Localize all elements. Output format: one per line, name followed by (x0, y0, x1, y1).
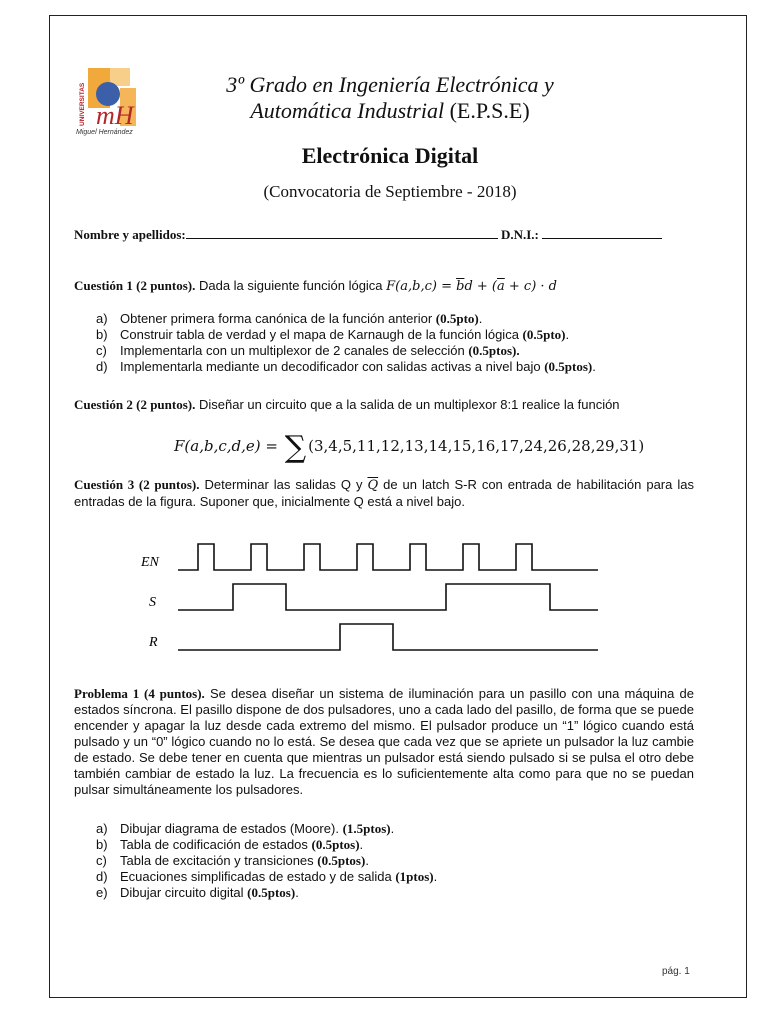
question-3 (74, 477, 694, 510)
item-text: Dibujar circuito digital (120, 885, 248, 900)
list-item (96, 869, 696, 885)
q3-heading: Cuestión 3 (2 puntos). (74, 477, 200, 492)
degree-title-italic: Automática Industrial (250, 98, 445, 123)
list-item (96, 359, 696, 375)
q2-eq-minterms: (3,4,5,11,12,13,14,15,16,17,24,26,28,29,31) (308, 437, 645, 455)
item-points: (0.5pto) (435, 311, 479, 326)
list-item (96, 343, 696, 359)
item-mark: b) (96, 327, 108, 342)
q2-equation (174, 430, 644, 465)
timing-diagram (136, 532, 606, 656)
item-end: . (365, 853, 369, 868)
item-points: (0.5ptos) (317, 853, 366, 868)
item-mark: a) (96, 311, 108, 326)
question-2 (74, 397, 694, 413)
list-item (96, 821, 696, 837)
list-item (96, 311, 696, 327)
p1-items (96, 821, 696, 901)
item-mark: b) (96, 837, 108, 852)
item-end: . (390, 821, 395, 836)
item-mark: d) (96, 869, 108, 884)
item-points: (0.5ptos) (311, 837, 360, 852)
q3-text-1: Determinar las salidas Q y (199, 477, 368, 492)
q3-qbar: $\overline{Q}$ (367, 478, 379, 493)
item-end: . (433, 869, 438, 884)
dni-label: D.N.I.: (500, 227, 539, 242)
logo-vertical-text: UNIVERSITAS (79, 82, 86, 126)
q2-heading: Cuestión 2 (2 puntos). (74, 397, 196, 412)
item-text: Obtener primera forma canónica de la función anterior (120, 311, 436, 326)
item-text: Tabla de codificación de estados (120, 837, 312, 852)
course-title: Electrónica Digital (301, 143, 479, 168)
list-item (96, 853, 696, 869)
item-points: (1ptos) (395, 869, 434, 884)
q1-items (96, 311, 696, 375)
item-points: (0.5pto) (522, 327, 566, 342)
item-end: . (359, 837, 364, 852)
item-text: Construir tabla de verdad y el mapa de Karnaugh de la función lógica (120, 327, 523, 342)
item-end: . (478, 311, 483, 326)
degree-title-line2 (150, 98, 630, 124)
logo-letters: mH (96, 101, 134, 130)
list-item (96, 837, 696, 853)
q3-text-2: de un latch S-R con entrada de habilitación para las entradas de la figura. Suponer que, inicialmente Q está a nivel bajo. (74, 477, 694, 509)
degree-title-school: (E.P.S.E) (444, 98, 530, 123)
item-mark: e) (96, 885, 108, 900)
sum-symbol: ∑ (284, 430, 307, 465)
q1-formula-rest: + c) · d (504, 279, 557, 294)
q1-formula (386, 279, 557, 294)
item-text: Implementarla con un multiplexor de 2 canales de selección (120, 343, 469, 358)
degree-title-text: 3º Grado en Ingeniería Electrónica y (226, 72, 554, 97)
item-mark: c) (96, 343, 107, 358)
item-text: Dibujar diagrama de estados (Moore). (120, 821, 343, 836)
p1-text: Se desea diseñar un sistema de iluminación para un pasillo con una máquina de estados síncrona. El pasillo dispone de dos pulsadores, uno a cada lado del pasillo, de forma que se puede encender y apagar la luz desde cada extremo del mismo. El pulsador produce un “1” lógico cuando está pulsado y un “0” lógico cuando no lo está. Se desea que cada vez que se apriete un pulsador la luz cambie de estado. Se debe tener en cuenta que mientras un pulsador está siendo pulsado si se pulsa el otro debe también cambiar de estado la luz. La frecuencia es lo suficientemente alta como para que no se puedan pulsar simultáneamente los pulsadores. (74, 686, 695, 797)
item-points: (0.5ptos). (468, 343, 520, 358)
q1-text: Dada la siguiente función lógica (195, 278, 387, 293)
waveform-s (178, 584, 598, 610)
signal-label-r: R (149, 635, 158, 650)
p1-heading: Problema 1 (4 puntos). (74, 686, 205, 701)
q1-formula-lhs: F(a,b,c) = (386, 279, 457, 294)
item-points: (1.5ptos) (342, 821, 391, 836)
signal-label-s: S (149, 595, 156, 610)
dni-blank[interactable] (542, 227, 662, 239)
item-end: . (295, 885, 299, 900)
list-item (96, 327, 696, 343)
item-end: . (565, 327, 570, 342)
page-number: pág. 1 (662, 966, 690, 977)
item-points: (0.5ptos) (247, 885, 296, 900)
exam-session: (Convocatoria de Septiembre - 2018) (263, 182, 517, 201)
item-points: (0.5ptos) (544, 359, 593, 374)
logo-caption: Miguel Hernández (76, 129, 133, 136)
q1-formula-abar: $\overline{a}$ (497, 279, 505, 294)
q1-heading: Cuestión 1 (2 puntos). (74, 278, 196, 293)
item-text: Tabla de excitación y transiciones (120, 853, 318, 868)
degree-title-line1 (150, 72, 630, 98)
q2-text: Diseñar un circuito que a la salida de un multiplexor 8:1 realice la función (195, 397, 620, 412)
list-item (96, 885, 696, 901)
name-blank[interactable] (186, 227, 498, 239)
item-mark: d) (96, 359, 108, 374)
waveform-en (178, 544, 598, 570)
name-label: Nombre y apellidos: (74, 227, 186, 242)
item-text: Implementarla mediante un decodificador con salidas activas a nivel bajo (120, 359, 545, 374)
q2-eq-lhs: F(a,b,c,d,e) = (174, 437, 283, 455)
student-fields (74, 227, 662, 243)
item-text: Ecuaciones simplificadas de estado y de salida (120, 869, 396, 884)
q1-formula-bbar: $\overline{b}$ (456, 279, 465, 294)
signal-label-en: EN (141, 555, 159, 570)
waveform-r (178, 624, 598, 650)
item-end: . (592, 359, 596, 374)
question-1 (74, 278, 694, 295)
item-mark: c) (96, 853, 107, 868)
q1-formula-mid: d + ( (464, 279, 497, 294)
problem-1 (74, 686, 694, 798)
item-mark: a) (96, 821, 108, 836)
